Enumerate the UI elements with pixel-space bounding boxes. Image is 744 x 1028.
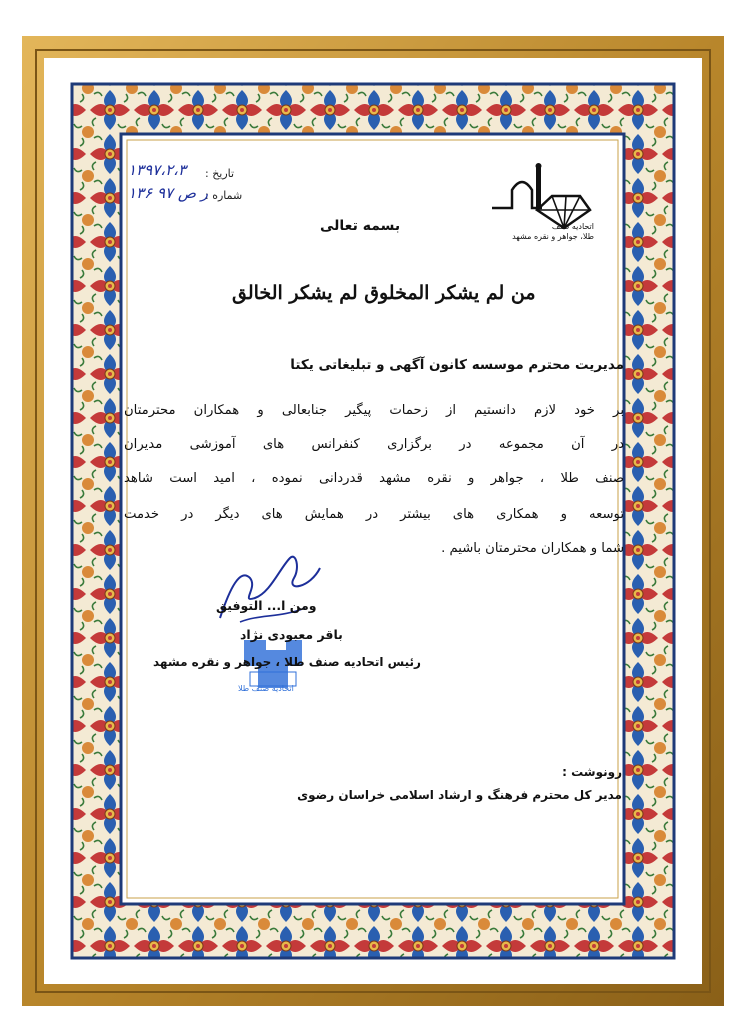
closing: ومن ا... التوفیق bbox=[216, 598, 317, 613]
signature bbox=[210, 548, 330, 628]
recipient: مدیریت محترم موسسه کانون آگهی و تبلیغاتی یکتا bbox=[290, 357, 624, 373]
date-value: ۱۳۹۷،۲،۳ bbox=[128, 161, 187, 179]
number-label: شماره : bbox=[205, 189, 243, 202]
motto: من لم يشكر المخلوق لم يشكر الخالق bbox=[232, 282, 536, 304]
body-line: شما و همکاران محترمتان باشیم . bbox=[441, 541, 624, 556]
cc-recipient: مدیر کل محترم فرهنگ و ارشاد اسلامی خراسان رضوی bbox=[297, 788, 622, 802]
logo-text-line2: طلا، جواهر و نقره مشهد bbox=[512, 232, 594, 241]
logo-text-line1: اتحادیه صنف bbox=[551, 222, 594, 231]
cc-label: رونوشت : bbox=[562, 765, 622, 779]
diamond-and-dome-icon bbox=[482, 160, 594, 230]
body-line: بر خود لازم دانستیم از زحمات پیگیر جنابعالی و همکاران محترمتان bbox=[124, 403, 624, 418]
body-line: در آن مجموعه در برگزاری کنفرانس های آموزشی مدیران bbox=[124, 437, 624, 452]
signer-name: باقر معبودی نژاد bbox=[240, 627, 343, 642]
signer-title: رئیس اتحادیه صنف طلا ، جواهر و نقره مشهد bbox=[153, 655, 421, 669]
number-value: ۱۳۶ ر ص ۹۷ bbox=[128, 184, 208, 202]
union-logo bbox=[482, 160, 594, 250]
body-line: صنف طلا ، جواهر و نقره مشهد قدردانی نموده ، امید است شاهد bbox=[124, 471, 624, 486]
stamp-text: اتحادیه صنف طلا bbox=[238, 684, 294, 693]
invocation: بسمه تعالی bbox=[320, 218, 401, 234]
body-line: توسعه و همکاری های بیشتر در همایش های دیگر در خدمت bbox=[124, 507, 624, 522]
date-label: تاریخ : bbox=[205, 167, 235, 180]
